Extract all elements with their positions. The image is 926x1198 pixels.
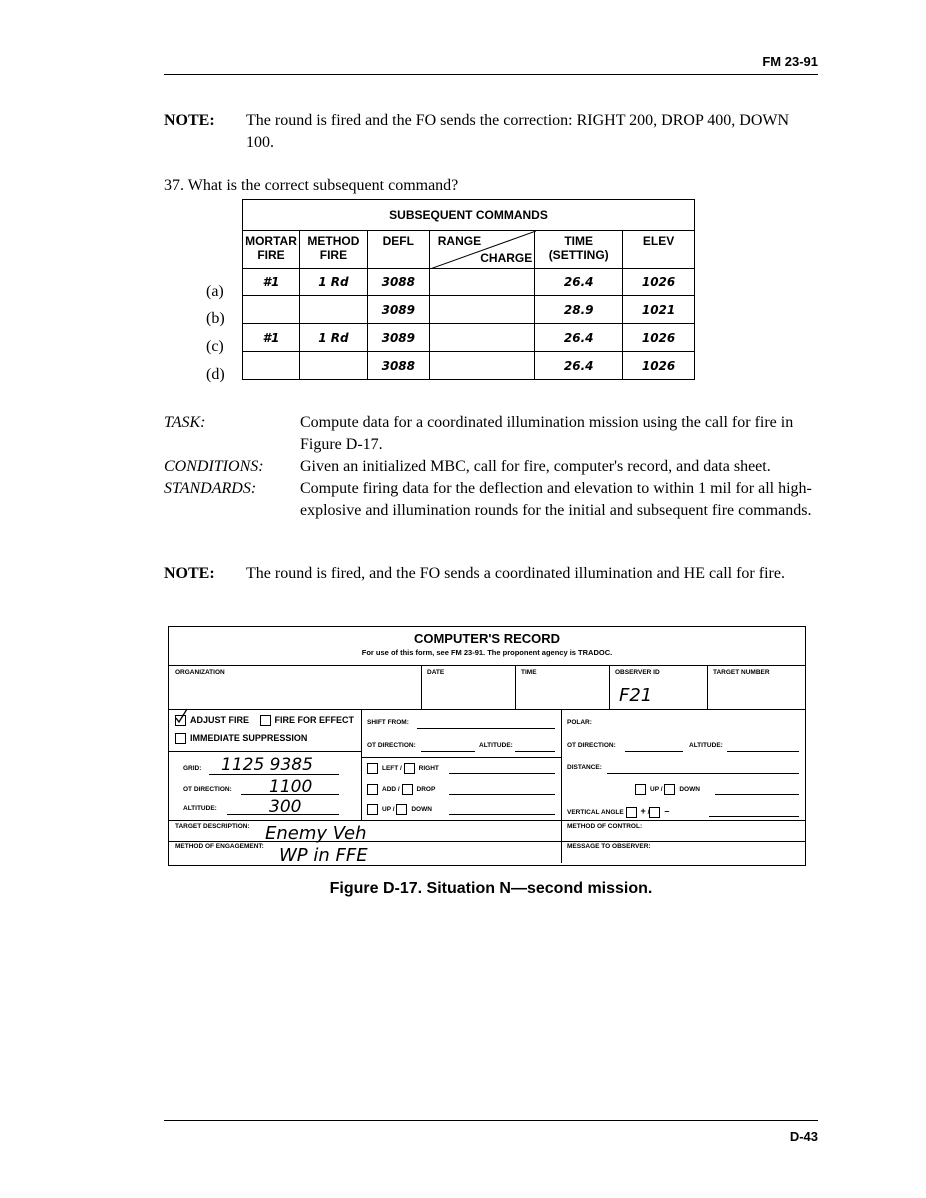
col-mortar-fire: MORTAR FIRE (243, 231, 300, 269)
shift-from-label: SHIFT FROM: (367, 719, 409, 726)
figure-caption: Figure D-17. Situation N—second mission. (329, 880, 653, 897)
header-ref: FM 23-91 (762, 54, 818, 69)
up-down2-option: UP / DOWN (635, 784, 700, 795)
col-charge: CHARGE (480, 251, 533, 265)
record-subtitle: For use of this form, see FM 23-91. The proponent agency is TRADOC. (361, 648, 613, 657)
method-of-engagement-label: METHOD OF ENGAGEMENT: (175, 843, 264, 850)
observer-id-value: F21 (619, 685, 653, 706)
date-label: DATE (427, 669, 445, 676)
time-label: TIME (521, 669, 537, 676)
cell-range (429, 324, 535, 352)
cell-range (429, 296, 535, 324)
checkbox-icon (260, 715, 271, 726)
checkbox-icon (664, 784, 675, 795)
cell-mortar (243, 352, 300, 380)
standards-label: STANDARDS: (164, 480, 257, 497)
ot-direction-value: 1100 (269, 777, 313, 797)
question-text: 37. What is the correct subsequent command? (164, 177, 459, 194)
col-time: TIME (SETTING) (535, 231, 623, 269)
page-footer (164, 1120, 818, 1144)
checkbox-icon (367, 763, 378, 774)
adjust-fire-option (175, 715, 354, 726)
polar-label: POLAR: (567, 719, 592, 726)
table-row (243, 296, 695, 324)
altitude3-label: ALTITUDE: (689, 742, 723, 749)
target-number-label: TARGET NUMBER (713, 669, 770, 676)
grid-value: 1125 9385 (221, 755, 313, 775)
vertical-angle-option: VERTICAL ANGLE + / – (567, 806, 670, 816)
cell-method: 1 Rd (299, 324, 367, 352)
cell-defl: 3088 (367, 269, 429, 296)
table-row (243, 352, 695, 380)
conditions-text: Given an initialized MBC, call for fire, computer's record, and data sheet. (300, 458, 771, 475)
col-elev: ELEV (623, 231, 695, 269)
observer-id-label: OBSERVER ID (615, 669, 660, 676)
cell-mortar: #1 (243, 269, 300, 296)
record-title: COMPUTER'S RECORD (413, 631, 561, 646)
row-label-c: (c) (206, 338, 224, 355)
note2-label: NOTE: (164, 565, 215, 582)
row-label-b: (b) (206, 310, 225, 327)
cell-time: 26.4 (535, 324, 623, 352)
distance-label: DISTANCE: (567, 764, 602, 771)
task-text: Compute data for a coordinated illumination mission using the call for fire in Figure D-17. (300, 414, 794, 453)
cell-range (429, 269, 535, 296)
grid-label: GRID: (183, 765, 202, 772)
computers-record-form (168, 626, 806, 866)
page-header (164, 54, 818, 75)
cell-elev: 1026 (623, 324, 695, 352)
task-label: TASK: (164, 414, 206, 431)
checkbox-icon (402, 784, 413, 795)
checkbox-icon (635, 784, 646, 795)
table-row (243, 269, 695, 296)
note1-text: The round is fired and the FO sends the correction: RIGHT 200, DROP 400, DOWN 100. (246, 112, 790, 151)
cell-defl: 3089 (367, 324, 429, 352)
table-title: SUBSEQUENT COMMANDS (243, 200, 695, 231)
checkbox-icon (404, 763, 415, 774)
cell-time: 26.4 (535, 352, 623, 380)
message-to-observer-label: MESSAGE TO OBSERVER: (567, 843, 651, 850)
fire-for-effect-label: FIRE FOR EFFECT (274, 715, 355, 725)
cell-mortar: #1 (243, 324, 300, 352)
row-label-a: (a) (206, 283, 224, 300)
checkbox-icon (175, 733, 186, 744)
cell-mortar (243, 296, 300, 324)
cell-range (429, 352, 535, 380)
cell-elev: 1021 (623, 296, 695, 324)
table-row (243, 324, 695, 352)
method-of-control-label: METHOD OF CONTROL: (567, 823, 643, 830)
cell-time: 28.9 (535, 296, 623, 324)
cell-method: 1 Rd (299, 269, 367, 296)
left-right-option: LEFT / RIGHT (367, 763, 439, 774)
subsequent-commands-table (242, 199, 695, 380)
col-range: RANGE (437, 234, 482, 248)
immediate-suppression-option (175, 733, 307, 744)
col-method-fire: METHOD FIRE (299, 231, 367, 269)
cell-elev: 1026 (623, 269, 695, 296)
ot-direction2-label: OT DIRECTION: (367, 742, 416, 749)
adjust-fire-label: ADJUST FIRE (190, 715, 250, 725)
altitude2-label: ALTITUDE: (479, 742, 513, 749)
ot-direction3-label: OT DIRECTION: (567, 742, 616, 749)
page-number: D-43 (789, 1129, 818, 1144)
cell-elev: 1026 (623, 352, 695, 380)
standards-text: Compute firing data for the deflection and elevation to within 1 mil for all high-explosive and illumination rounds for the initial and subsequent fire commands. (300, 480, 812, 519)
up-down-option: UP / DOWN (367, 804, 432, 815)
cell-method (299, 296, 367, 324)
checkbox-icon (367, 804, 378, 815)
target-description-value: Enemy Veh (265, 823, 367, 844)
altitude-label: ALTITUDE: (183, 805, 217, 812)
immediate-suppression-label: IMMEDIATE SUPPRESSION (190, 733, 308, 743)
checkbox-icon (396, 804, 407, 815)
col-range-charge (429, 231, 535, 269)
note2-text: The round is fired, and the FO sends a coordinated illumination and HE call for fire. (246, 565, 785, 582)
ot-direction-label: OT DIRECTION: (183, 786, 232, 793)
col-defl: DEFL (367, 231, 429, 269)
cell-time: 26.4 (535, 269, 623, 296)
organization-label: ORGANIZATION (175, 669, 225, 676)
checkbox-icon (626, 807, 637, 818)
add-drop-option: ADD / DROP (367, 784, 435, 795)
checkbox-icon (367, 784, 378, 795)
row-label-d: (d) (206, 366, 225, 383)
checkbox-checked-icon (175, 715, 186, 726)
checkbox-icon (649, 807, 660, 818)
cell-method (299, 352, 367, 380)
cell-defl: 3089 (367, 296, 429, 324)
note1-label: NOTE: (164, 112, 215, 129)
conditions-label: CONDITIONS: (164, 458, 264, 475)
method-of-engagement-value: WP in FFE (279, 845, 368, 866)
altitude-value: 300 (269, 797, 302, 817)
target-description-label: TARGET DESCRIPTION: (175, 823, 250, 830)
cell-defl: 3088 (367, 352, 429, 380)
